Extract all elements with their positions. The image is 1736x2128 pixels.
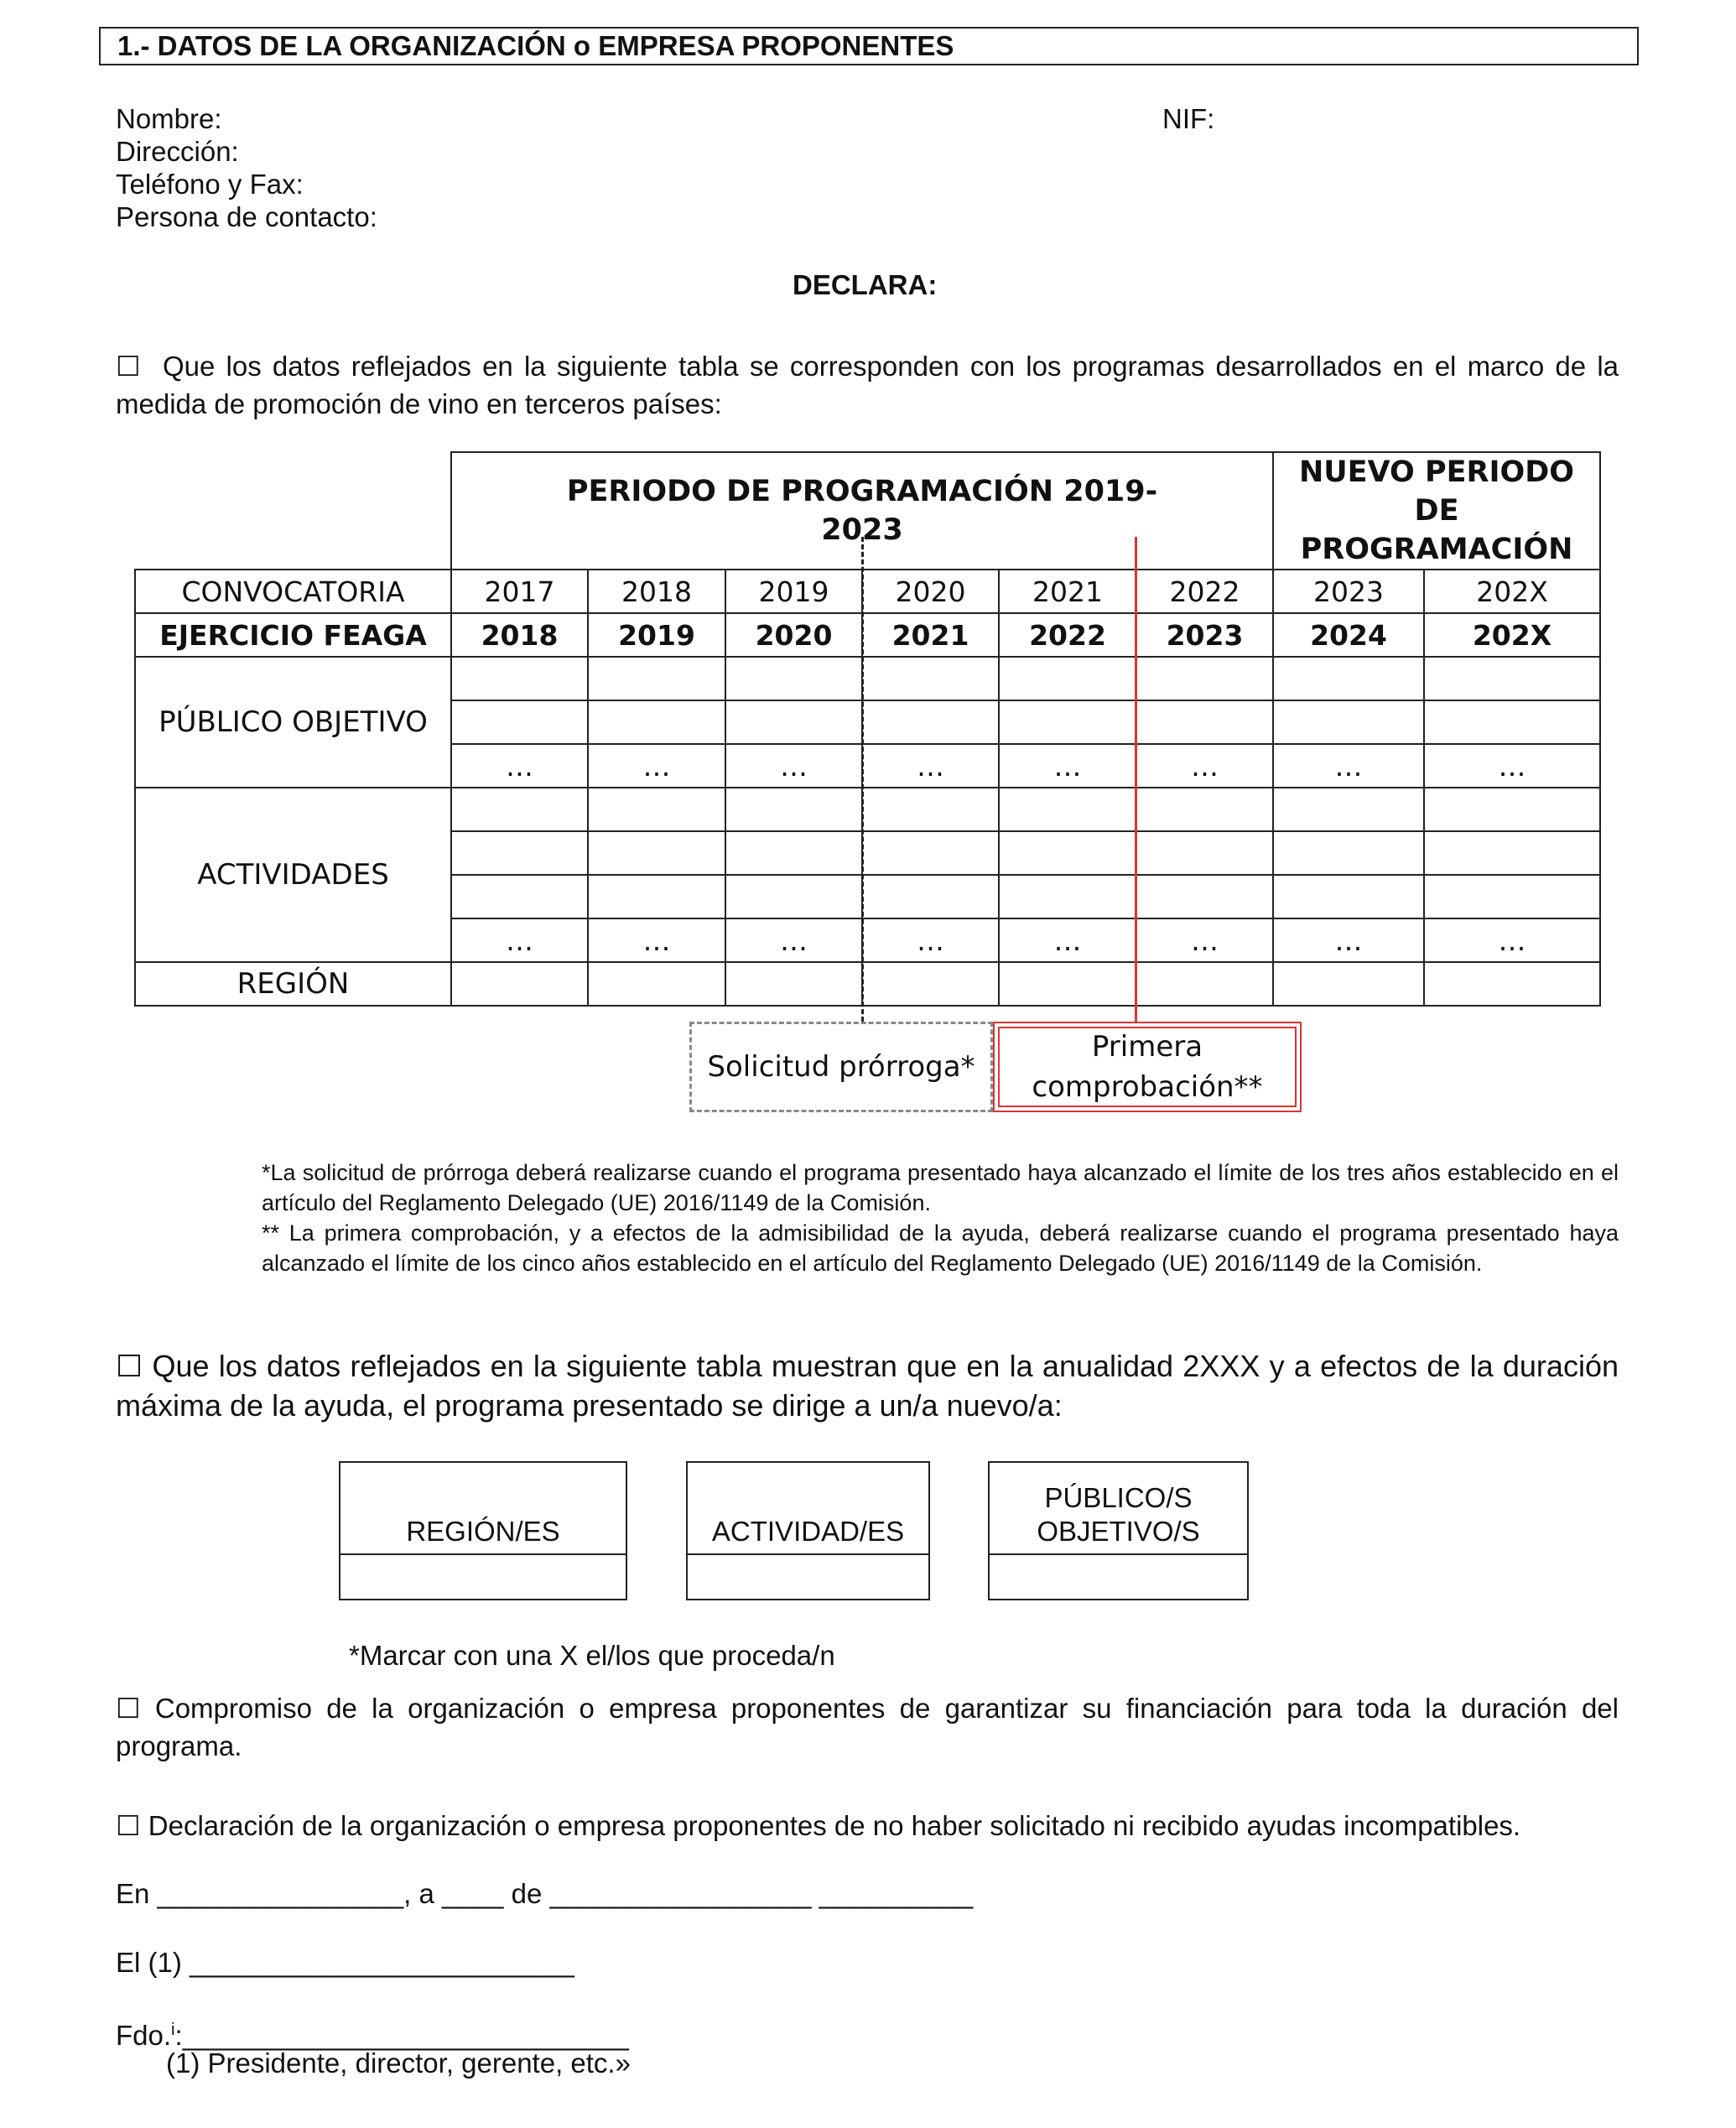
checkbox-2[interactable]: ☐: [116, 1350, 143, 1384]
convocatoria-cell: 2022: [1136, 570, 1273, 613]
ellipsis-cell: …: [1136, 744, 1273, 788]
input-cell[interactable]: [1136, 831, 1273, 875]
input-cell[interactable]: [862, 831, 999, 875]
phone-fax-label: Teléfono y Fax:: [116, 169, 304, 200]
input-cell[interactable]: [588, 962, 725, 1006]
target-box-region-mark[interactable]: [340, 1553, 626, 1599]
declaration-4-text: Declaración de la organización o empresa proponentes de no haber solicitado ni recibido ayudas incompatibles.: [148, 1810, 1521, 1841]
target-box-region-label: REGIÓN/ES: [406, 1516, 560, 1547]
period-header: PERIODO DE PROGRAMACIÓN 2019-2023: [451, 452, 1273, 570]
input-cell[interactable]: [725, 831, 862, 875]
input-cell[interactable]: [1273, 875, 1424, 918]
input-cell[interactable]: [1424, 657, 1600, 700]
convocatoria-cell: 202X: [1424, 570, 1600, 613]
place-date-line[interactable]: En ________________, a ____ de _________________ __________: [116, 1878, 974, 1909]
address-label: Dirección:: [116, 136, 239, 167]
input-cell[interactable]: [999, 657, 1136, 700]
input-cell[interactable]: [999, 962, 1136, 1006]
contact-label: Persona de contacto:: [116, 201, 377, 232]
convocatoria-cell: 2019: [725, 570, 862, 613]
first-check-label: Primera comprobación**: [1032, 1030, 1263, 1104]
input-cell[interactable]: [999, 700, 1136, 744]
mark-note: *Marcar con una X el/los que proceda/n: [349, 1640, 835, 1671]
input-cell[interactable]: [725, 962, 862, 1006]
target-box-audience[interactable]: [988, 1461, 1249, 1600]
input-cell[interactable]: [1136, 875, 1273, 918]
input-cell[interactable]: [588, 831, 725, 875]
ellipsis-cell: …: [862, 744, 999, 788]
ellipsis-cell: …: [1136, 918, 1273, 962]
actividades-label: ACTIVIDADES: [135, 788, 451, 962]
extension-label: Solicitud prórroga*: [707, 1050, 975, 1084]
ellipsis-cell: …: [451, 744, 588, 788]
input-cell[interactable]: [1424, 962, 1600, 1006]
input-cell[interactable]: [725, 657, 862, 700]
ellipsis-cell: …: [1273, 744, 1424, 788]
ellipsis-cell: …: [588, 918, 725, 962]
checkbox-4[interactable]: ☐: [116, 1809, 141, 1842]
declaration-3: [116, 1689, 1619, 1765]
target-box-activity-label: ACTIVIDAD/ES: [711, 1516, 905, 1547]
input-cell[interactable]: [588, 875, 725, 918]
declaration-1-text: Que los datos reflejados en la siguiente tabla se corresponden con los programas desarrollados en el marco de la medida de promoción de vino en terceros países:: [116, 351, 1619, 419]
ellipsis-cell: …: [1273, 918, 1424, 962]
target-box-activity-mark[interactable]: [688, 1553, 928, 1599]
ejercicio-cell: 2018: [451, 613, 588, 657]
input-cell[interactable]: [588, 788, 725, 831]
convocatoria-cell: 2018: [588, 570, 725, 613]
ellipsis-cell: …: [725, 744, 862, 788]
ejercicio-cell: 2019: [588, 613, 725, 657]
input-cell[interactable]: [1424, 700, 1600, 744]
first-check-divider: [1135, 537, 1137, 1022]
extension-box: [689, 1022, 993, 1112]
declaration-1: [116, 347, 1619, 423]
ejercicio-cell: 202X: [1424, 613, 1600, 657]
input-cell[interactable]: [1424, 831, 1600, 875]
target-box-region[interactable]: [339, 1461, 627, 1600]
input-cell[interactable]: [1136, 700, 1273, 744]
ejercicio-label: EJERCICIO FEAGA: [135, 613, 451, 657]
signed-footnote-mark: i: [171, 2021, 175, 2039]
input-cell[interactable]: [451, 962, 588, 1006]
declaration-3-text: Compromiso de la organización o empresa proponentes de garantizar su financiación para toda la duración del programa.: [116, 1693, 1619, 1761]
note-extension: *La solicitud de prórroga deberá realizarse cuando el programa presentado haya alcanzado el límite de los tres años establecido en el artículo del Reglamento Delegado (UE) 2016/1149 de la Comisión.: [262, 1160, 1619, 1215]
checkbox-1[interactable]: ☐: [116, 350, 141, 382]
ellipsis-cell: …: [862, 918, 999, 962]
extension-divider: [861, 537, 864, 1022]
input-cell[interactable]: [588, 700, 725, 744]
input-cell[interactable]: [999, 875, 1136, 918]
target-box-activity[interactable]: [686, 1461, 930, 1600]
input-cell[interactable]: [1136, 657, 1273, 700]
ellipsis-cell: …: [1424, 744, 1600, 788]
convocatoria-cell: 2021: [999, 570, 1136, 613]
input-cell[interactable]: [451, 788, 588, 831]
input-cell[interactable]: [1273, 700, 1424, 744]
input-cell[interactable]: [862, 962, 999, 1006]
ejercicio-cell: 2024: [1273, 613, 1424, 657]
new-period-header: NUEVO PERIODO DE PROGRAMACIÓN: [1273, 452, 1600, 570]
ellipsis-cell: …: [451, 918, 588, 962]
target-box-audience-mark[interactable]: [990, 1553, 1247, 1599]
input-cell[interactable]: [862, 788, 999, 831]
role-line[interactable]: El (1) _________________________: [116, 1947, 574, 1978]
ejercicio-cell: 2020: [725, 613, 862, 657]
ellipsis-cell: …: [999, 918, 1136, 962]
signed-prefix: Fdo.: [116, 2020, 172, 2051]
declara-heading: DECLARA:: [793, 269, 938, 300]
ejercicio-cell: 2023: [1136, 613, 1273, 657]
ejercicio-cell: 2022: [999, 613, 1136, 657]
input-cell[interactable]: [1136, 962, 1273, 1006]
input-cell[interactable]: [451, 875, 588, 918]
publico-objetivo-label: PÚBLICO OBJETIVO: [135, 657, 451, 788]
input-cell[interactable]: [862, 875, 999, 918]
declaration-2-text: Que los datos reflejados en la siguiente tabla muestran que en la anualidad 2XXX y a efectos de la duración máxima de la ayuda, el programa presentado se dirige a un/a nuevo/a:: [116, 1349, 1619, 1423]
role-footnote: (1) Presidente, director, gerente, etc.»: [166, 2047, 631, 2079]
input-cell[interactable]: [1273, 962, 1424, 1006]
input-cell[interactable]: [1273, 657, 1424, 700]
program-table: [134, 451, 1601, 1007]
input-cell[interactable]: [1273, 788, 1424, 831]
first-check-box: [993, 1022, 1302, 1112]
checkbox-3[interactable]: ☐: [116, 1692, 141, 1725]
input-cell[interactable]: [588, 657, 725, 700]
name-label: Nombre:: [116, 103, 222, 134]
note-first-check: ** La primera comprobación, y a efectos de la admisibilidad de la ayuda, deberá realizarse cuando el programa presentado haya alcanzado el límite de los cinco años establecido en el artículo del Reglamento Delegado (UE) 2016/1149 de la Comisión.: [262, 1220, 1619, 1276]
input-cell[interactable]: [725, 875, 862, 918]
signed-underline: :_____________________________: [174, 2020, 629, 2051]
input-cell[interactable]: [1424, 875, 1600, 918]
declaration-2: [116, 1347, 1619, 1425]
convocatoria-label: CONVOCATORIA: [135, 570, 451, 613]
convocatoria-cell: 2017: [451, 570, 588, 613]
input-cell[interactable]: [451, 831, 588, 875]
target-box-audience-label: PÚBLICO/S OBJETIVO/S: [1037, 1482, 1200, 1547]
input-cell[interactable]: [1424, 788, 1600, 831]
declaration-4: [116, 1807, 1619, 1844]
section-header: 1.- DATOS DE LA ORGANIZACIÓN o EMPRESA PROPONENTES: [99, 27, 1639, 65]
input-cell[interactable]: [862, 657, 999, 700]
input-cell[interactable]: [451, 700, 588, 744]
input-cell[interactable]: [1136, 788, 1273, 831]
input-cell[interactable]: [725, 788, 862, 831]
nif-label: NIF:: [1162, 103, 1215, 134]
ellipsis-cell: …: [588, 744, 725, 788]
ellipsis-cell: …: [999, 744, 1136, 788]
input-cell[interactable]: [1273, 831, 1424, 875]
convocatoria-cell: 2023: [1273, 570, 1424, 613]
convocatoria-cell: 2020: [862, 570, 999, 613]
input-cell[interactable]: [451, 657, 588, 700]
region-label: REGIÓN: [135, 962, 451, 1006]
ellipsis-cell: …: [725, 918, 862, 962]
input-cell[interactable]: [862, 700, 999, 744]
input-cell[interactable]: [999, 831, 1136, 875]
ejercicio-cell: 2021: [862, 613, 999, 657]
input-cell[interactable]: [725, 700, 862, 744]
input-cell[interactable]: [999, 788, 1136, 831]
ellipsis-cell: …: [1424, 918, 1600, 962]
